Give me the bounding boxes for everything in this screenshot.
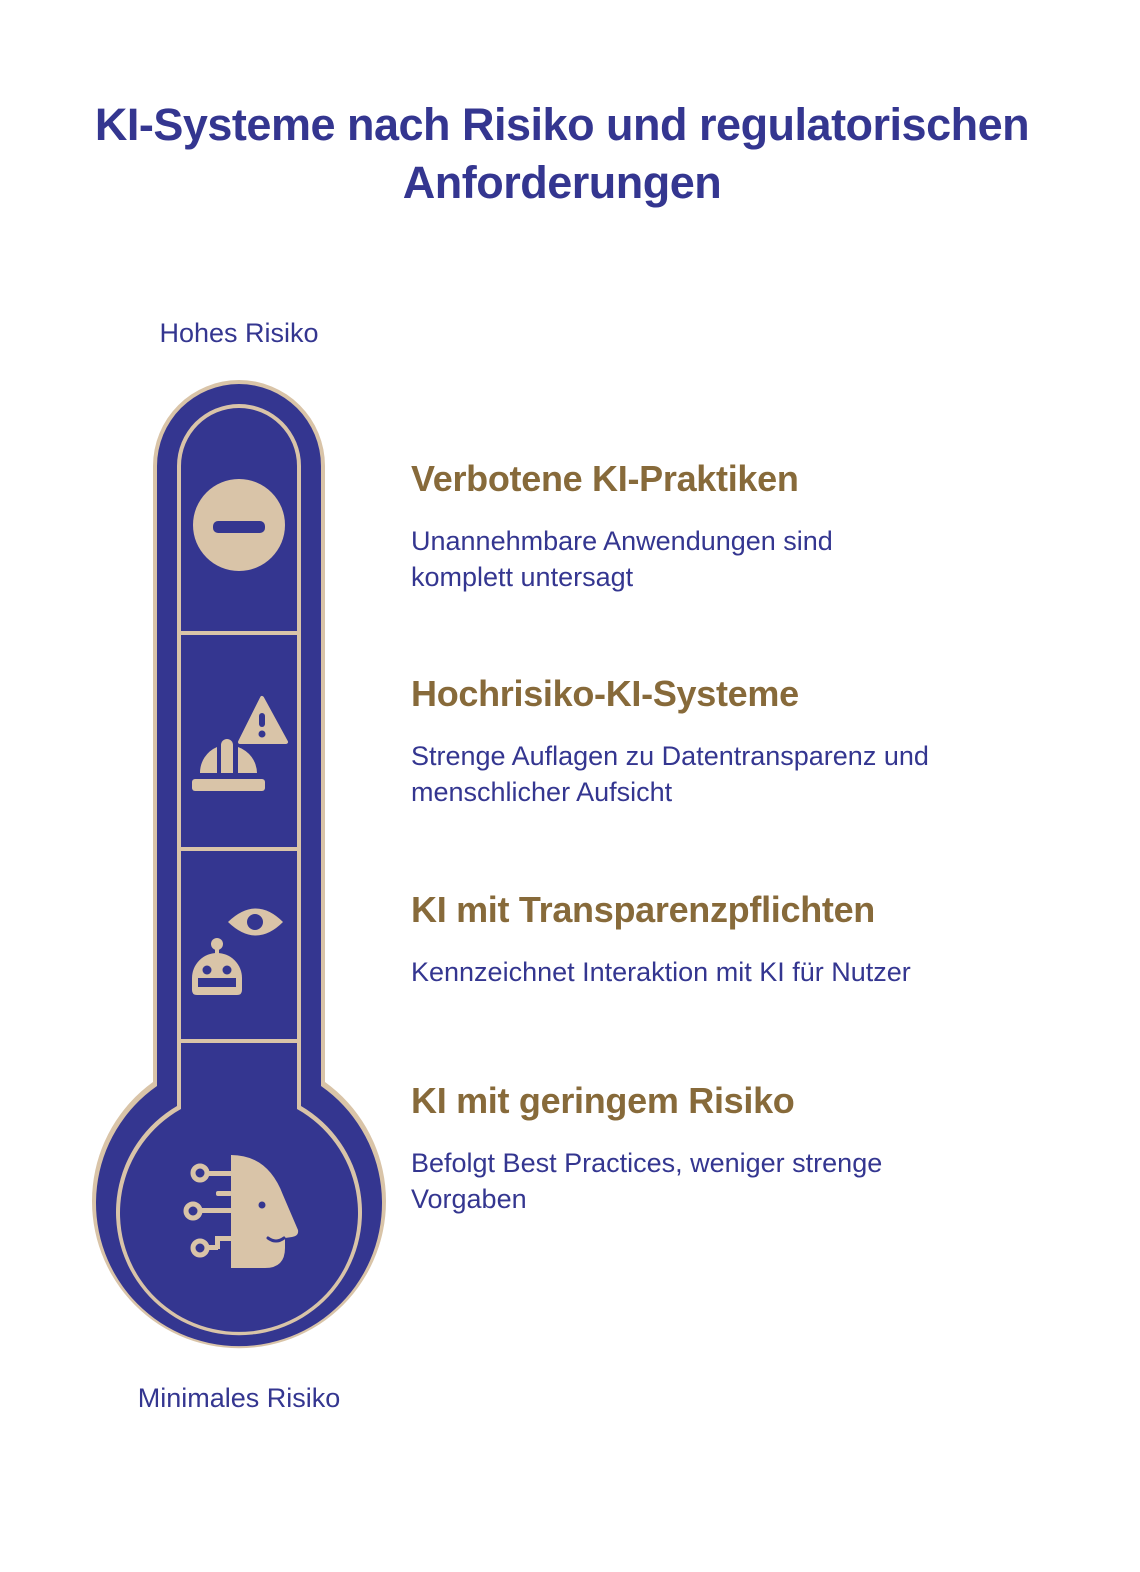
divider-2 bbox=[179, 847, 299, 851]
level-heading: KI mit geringem Risiko bbox=[411, 1080, 795, 1121]
level-heading: Verbotene KI-Praktiken bbox=[411, 458, 799, 499]
level-description: Unannehmbare Anwendungen sind komplett untersagt bbox=[411, 526, 833, 592]
level-high-risk bbox=[411, 672, 1051, 810]
high-risk-label: Hohes Risiko bbox=[159, 318, 319, 348]
page-title: KI-Systeme nach Risiko und regulatorischen Anforderungen bbox=[94, 99, 1030, 208]
level-heading: KI mit Transparenzpflichten bbox=[411, 889, 875, 930]
divider-3 bbox=[179, 1039, 299, 1043]
minimal-risk-label: Minimales Risiko bbox=[137, 1383, 341, 1413]
level-low-risk bbox=[411, 1079, 1051, 1217]
divider-1 bbox=[179, 631, 299, 635]
level-transparency bbox=[411, 888, 1051, 990]
level-prohibited bbox=[411, 457, 1051, 595]
level-heading: Hochrisiko-KI-Systeme bbox=[411, 673, 799, 714]
level-description: Strenge Auflagen zu Datentransparenz und menschlicher Aufsicht bbox=[411, 741, 929, 807]
minus-circle-icon bbox=[193, 479, 285, 571]
level-description: Kennzeichnet Interaktion mit KI für Nutzer bbox=[411, 957, 911, 987]
level-description: Befolgt Best Practices, weniger strenge Vorgaben bbox=[411, 1148, 883, 1214]
